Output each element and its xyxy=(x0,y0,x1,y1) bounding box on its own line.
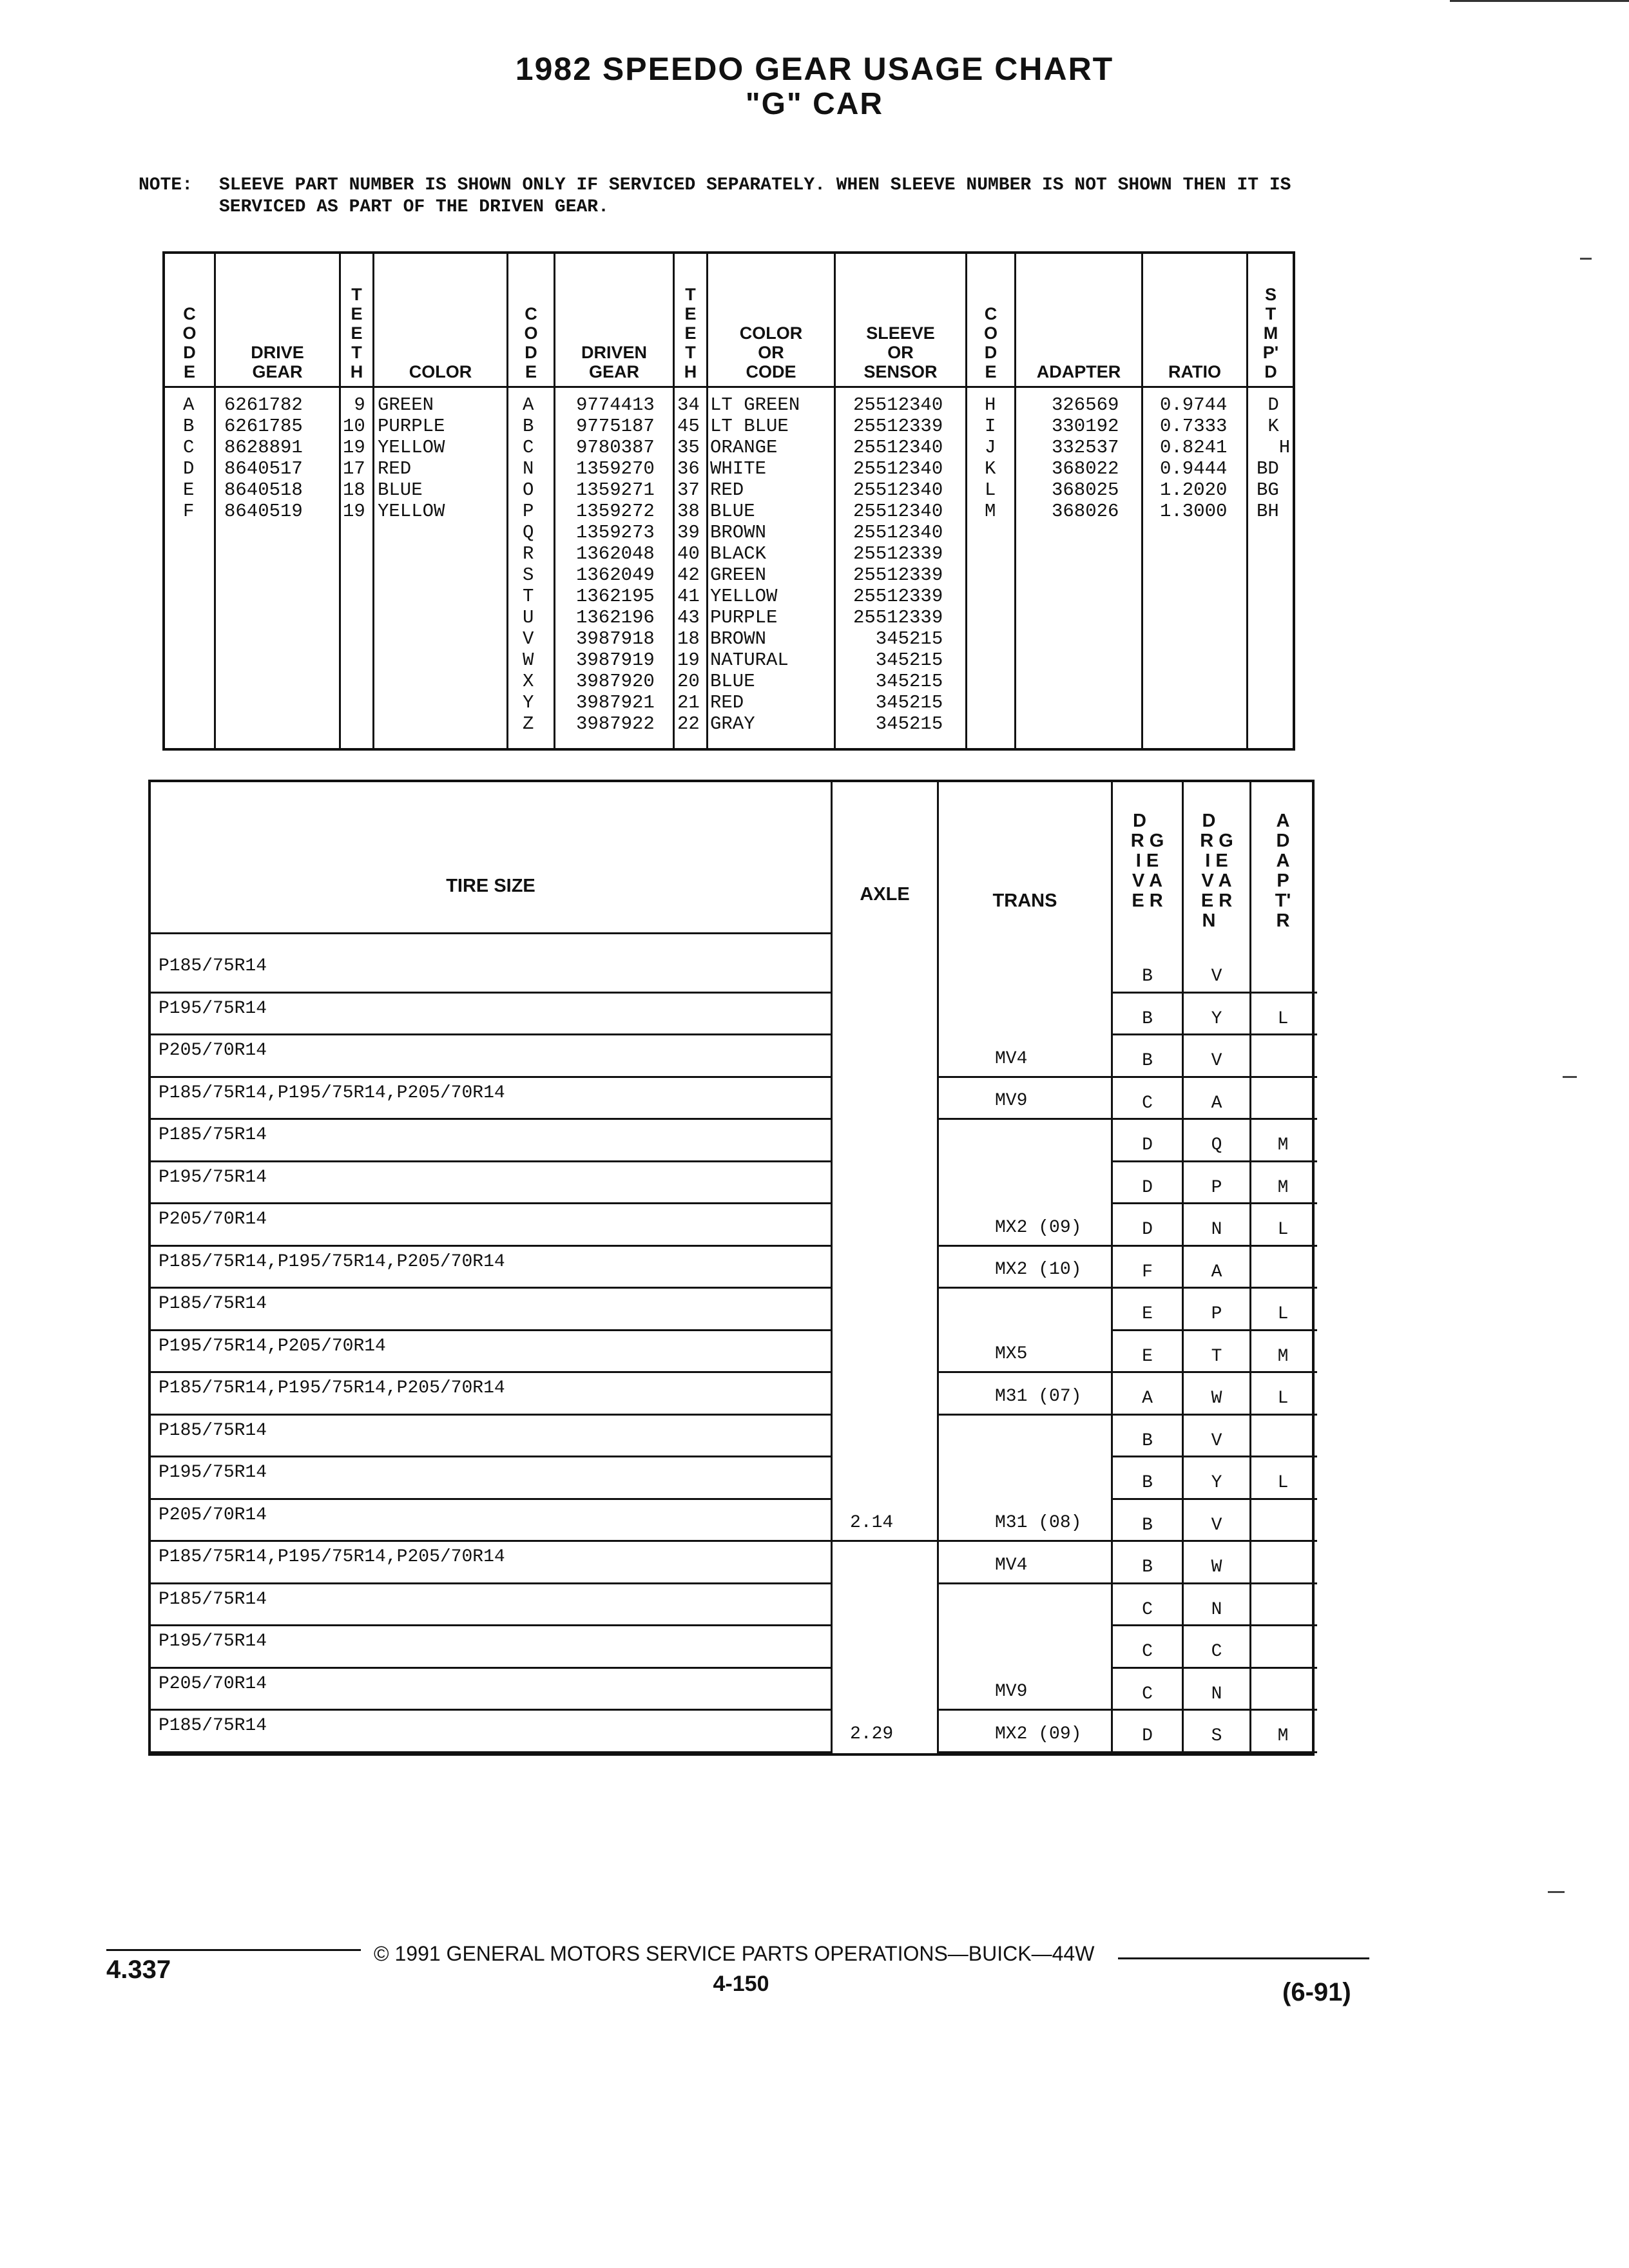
footer-copyright: © 1991 GENERAL MOTORS SERVICE PARTS OPERATIONS—BUICK—44W xyxy=(374,1942,1095,1965)
header-code: C O D E xyxy=(182,304,197,381)
sleeve-column: 25512340 25512339 25512340 25512340 25512340 25512340 25512340 25512339 25512339 25512339 25512339 345215 345215 345215 345215 345215 xyxy=(853,394,943,735)
stamped-column: D K H BD BG BH xyxy=(1257,394,1291,522)
trans-cell: MX2 (10) xyxy=(995,1260,1082,1280)
row-divider xyxy=(151,1245,831,1247)
tire-size-cell: P195/75R14 xyxy=(159,998,267,1019)
tire-size-cell: P185/75R14 xyxy=(159,1294,267,1314)
adapter-cell: L xyxy=(1277,1389,1289,1408)
page-title: 1982 SPEEDO GEAR USAGE CHART xyxy=(515,51,1114,87)
driven-teeth-column: 34 45 35 36 37 38 39 40 42 41 43 18 19 20 21 22 xyxy=(677,394,700,735)
row-divider xyxy=(1111,1033,1317,1035)
row-divider xyxy=(1111,1540,1317,1542)
margin-tick xyxy=(1548,1891,1565,1893)
driven-gear-cell: Y xyxy=(1211,1473,1222,1493)
header-stamped: S T M P' D xyxy=(1262,285,1279,381)
trans-cell: MX2 (09) xyxy=(995,1217,1082,1238)
trans-divider xyxy=(937,1371,1112,1373)
gear-reference-table xyxy=(162,251,1295,751)
row-divider xyxy=(1111,1709,1317,1711)
row-divider xyxy=(151,1287,831,1289)
drive-gear-cell: A xyxy=(1142,1389,1153,1408)
drive-gear-cell: B xyxy=(1142,1051,1153,1071)
trans-divider xyxy=(937,1287,1112,1289)
tire-size-cell: P185/75R14 xyxy=(159,1589,267,1610)
tire-size-cell: P195/75R14 xyxy=(159,1631,267,1651)
trans-divider xyxy=(937,1414,1112,1416)
drive-color-column: GREEN PURPLE YELLOW RED BLUE YELLOW xyxy=(378,394,445,522)
drive-gear-cell: C xyxy=(1142,1093,1153,1113)
driven-gear-cell: P xyxy=(1211,1177,1222,1198)
row-divider xyxy=(1111,1582,1317,1584)
tire-size-cell: P195/75R14 xyxy=(159,1463,267,1483)
driven-gear-cell: N xyxy=(1211,1220,1222,1240)
tire-size-cell: P195/75R14 xyxy=(159,1167,267,1187)
driven-gear-cell: V xyxy=(1211,1515,1222,1535)
drive-gear-cell: D xyxy=(1142,1726,1153,1746)
trans-divider xyxy=(937,1118,1112,1120)
driven-gear-cell: S xyxy=(1211,1726,1222,1746)
driven-gear-cell: W xyxy=(1211,1557,1222,1577)
row-divider xyxy=(151,1456,831,1457)
header-adapter-label: ADAPTER xyxy=(1036,362,1121,381)
trans-cell: MX2 (09) xyxy=(995,1724,1082,1744)
footer-page-number: 4-150 xyxy=(713,1972,769,1996)
drive-teeth-column: 9 10 19 17 18 19 xyxy=(343,394,365,522)
top-edge-line xyxy=(1450,0,1629,2)
trans-cell: M31 (07) xyxy=(995,1386,1082,1407)
row-divider xyxy=(151,1582,831,1584)
adapter-cell: L xyxy=(1277,1304,1289,1324)
trans-divider xyxy=(937,1709,1112,1711)
drive-gear-cell: B xyxy=(1142,966,1153,986)
row-divider xyxy=(151,1498,831,1500)
header-adapter: A D A P T' R xyxy=(1275,811,1291,931)
tire-size-cell: P185/75R14,P195/75R14,P205/70R14 xyxy=(159,1378,505,1398)
header-ratio xyxy=(1143,259,1246,381)
margin-tick xyxy=(1580,258,1592,260)
row-divider xyxy=(151,992,831,994)
driven-gear-cell: N xyxy=(1211,1599,1222,1620)
row-divider xyxy=(151,1329,831,1331)
adapter-column: 326569 330192 332537 368022 368025 368026 xyxy=(1052,394,1119,522)
row-divider xyxy=(151,1118,831,1120)
adapter-cell: L xyxy=(1277,1008,1289,1029)
drive-gear-cell: E xyxy=(1142,1304,1153,1324)
row-divider xyxy=(151,1033,831,1035)
driven-gear-cell: P xyxy=(1211,1304,1222,1324)
drive-gear-cell: F xyxy=(1142,1262,1153,1282)
trans-divider xyxy=(937,1076,1112,1078)
tire-usage-table xyxy=(148,780,1315,1756)
header-color-label: COLOR xyxy=(409,362,472,381)
driven-code-column: A B C N O P Q R S T U V W X Y Z xyxy=(523,394,534,735)
driven-gear-column: 9774413 9775187 9780387 1359270 1359271 1359272 1359273 1362048 1362049 1362195 1362196 3987918 3987919 3987920 3987921 3987922 xyxy=(576,394,655,735)
row-divider xyxy=(1111,1498,1317,1500)
row-divider xyxy=(1111,1414,1317,1416)
adapter-cell: M xyxy=(1277,1177,1289,1198)
header-color xyxy=(374,259,506,381)
header-sleeve-or-sensor: SLEEVE OR SENSOR xyxy=(863,323,938,381)
trans-cell: MX5 xyxy=(995,1344,1028,1364)
page-subtitle: "G" CAR xyxy=(745,87,884,121)
tire-size-cell: P185/75R14 xyxy=(159,1125,267,1145)
row-divider xyxy=(1111,992,1317,994)
driven-gear-cell: V xyxy=(1211,966,1222,986)
row-divider xyxy=(151,1414,831,1416)
drive-gear-column: 6261782 6261785 8628891 8640517 8640518 8640519 xyxy=(224,394,303,522)
trans-divider xyxy=(937,1751,1112,1753)
margin-tick xyxy=(1563,1076,1577,1078)
row-divider xyxy=(1111,1118,1317,1120)
driven-gear-cell: Y xyxy=(1211,1008,1222,1029)
adapter-cell: L xyxy=(1277,1473,1289,1493)
row-divider xyxy=(1111,1624,1317,1626)
note-text-line2: SERVICED AS PART OF THE DRIVEN GEAR. xyxy=(219,197,609,217)
header-code: C O D E xyxy=(983,304,998,381)
row-divider xyxy=(151,1371,831,1373)
trans-cell: MV4 xyxy=(995,1048,1028,1069)
adapter-cell: M xyxy=(1277,1135,1289,1155)
footer-section-number: 4.337 xyxy=(106,1956,171,1984)
header-trans: TRANS xyxy=(992,890,1057,911)
drive-gear-cell: C xyxy=(1142,1642,1153,1662)
axle-cell: 2.14 xyxy=(850,1513,894,1533)
drive-gear-cell: E xyxy=(1142,1346,1153,1367)
note-text-line1: SLEEVE PART NUMBER IS SHOWN ONLY IF SERVICED SEPARATELY. WHEN SLEEVE NUMBER IS NOT SHOWN THEN IT IS xyxy=(219,175,1291,195)
driven-gear-cell: N xyxy=(1211,1684,1222,1704)
trans-cell: M31 (08) xyxy=(995,1513,1082,1533)
row-divider xyxy=(151,1624,831,1626)
driven-gear-cell: W xyxy=(1211,1389,1222,1408)
row-divider xyxy=(1111,1371,1317,1373)
tire-size-cell: P195/75R14,P205/70R14 xyxy=(159,1336,386,1356)
header-teeth: T E E T H xyxy=(684,285,697,381)
footer-rule xyxy=(106,1949,361,1951)
row-divider xyxy=(1111,1329,1317,1331)
drive-gear-cell: B xyxy=(1142,1515,1153,1535)
driven-gear-cell: C xyxy=(1211,1642,1222,1662)
header-color-or-code: COLOR OR CODE xyxy=(739,323,803,381)
drive-gear-cell: B xyxy=(1142,1430,1153,1451)
adapter-cell: M xyxy=(1277,1346,1289,1367)
drive-gear-cell: D xyxy=(1142,1135,1153,1155)
axle-divider xyxy=(831,1540,939,1542)
tire-size-cell: P205/70R14 xyxy=(159,1673,267,1694)
row-divider xyxy=(151,1160,831,1162)
footer-rule xyxy=(1118,1957,1369,1959)
row-divider xyxy=(151,1709,831,1711)
driven-color-column: LT GREEN LT BLUE ORANGE WHITE RED BLUE BROWN BLACK GREEN YELLOW PURPLE BROWN NATURAL BLUE RED GRAY xyxy=(710,394,800,735)
trans-cell: MV4 xyxy=(995,1555,1028,1575)
ratio-column: 0.9744 0.7333 0.8241 0.9444 1.2020 1.3000 xyxy=(1160,394,1228,522)
driven-gear-cell: T xyxy=(1211,1346,1222,1367)
header-driven-gear: D R G I E V A E R N xyxy=(1200,811,1233,931)
tire-size-cell: P185/75R14,P195/75R14,P205/70R14 xyxy=(159,1251,505,1272)
row-divider xyxy=(1111,1245,1317,1247)
trans-cell: MV9 xyxy=(995,1682,1028,1702)
row-divider xyxy=(151,1667,831,1669)
row-divider xyxy=(1111,1751,1317,1753)
header-ratio-label: RATIO xyxy=(1168,362,1221,381)
header-code: C O D E xyxy=(524,304,538,381)
adapter-cell: L xyxy=(1277,1220,1289,1240)
tire-size-cell: P205/70R14 xyxy=(159,1504,267,1525)
tire-size-cell: P205/70R14 xyxy=(159,1041,267,1061)
row-divider xyxy=(151,1202,831,1204)
tire-size-cell: P185/75R14 xyxy=(159,1420,267,1441)
note-label: NOTE: xyxy=(139,175,193,195)
row-divider xyxy=(1111,1456,1317,1457)
header-axle: AXLE xyxy=(860,884,910,905)
tire-size-cell: P185/75R14 xyxy=(159,956,267,976)
drive-gear-cell: B xyxy=(1142,1008,1153,1029)
header-drive-gear: DRIVE GEAR xyxy=(251,343,304,381)
row-divider xyxy=(1111,1076,1317,1078)
driven-gear-cell: V xyxy=(1211,1051,1222,1071)
driven-gear-cell: A xyxy=(1211,1093,1222,1113)
row-divider xyxy=(151,1751,831,1753)
footer-date-code: (6-91) xyxy=(1282,1978,1351,2006)
header-drive-gear: D R G I E V A E R xyxy=(1130,811,1164,911)
trans-cell: MV9 xyxy=(995,1091,1028,1111)
drive-gear-cell: B xyxy=(1142,1473,1153,1493)
drive-gear-cell: D xyxy=(1142,1220,1153,1240)
row-divider xyxy=(1111,1287,1317,1289)
drive-gear-cell: C xyxy=(1142,1684,1153,1704)
adapter-code-column: H I J K L M xyxy=(985,394,996,522)
driven-gear-cell: Q xyxy=(1211,1135,1222,1155)
drive-gear-cell: B xyxy=(1142,1557,1153,1577)
row-divider xyxy=(151,1076,831,1078)
header-teeth: T E E T H xyxy=(350,285,363,381)
row-divider xyxy=(1111,1160,1317,1162)
axle-cell: 2.29 xyxy=(850,1724,894,1744)
header-driven-gear: DRIVEN GEAR xyxy=(581,343,647,381)
trans-divider xyxy=(937,1245,1112,1247)
tire-size-cell: P185/75R14,P195/75R14,P205/70R14 xyxy=(159,1082,505,1103)
row-divider xyxy=(1111,1667,1317,1669)
driven-gear-cell: A xyxy=(1211,1262,1222,1282)
drive-gear-cell: C xyxy=(1142,1599,1153,1620)
header-tire-size: TIRE SIZE xyxy=(446,876,535,896)
trans-divider xyxy=(937,1540,1112,1542)
tire-size-cell: P185/75R14 xyxy=(159,1716,267,1736)
tire-size-cell: P185/75R14,P195/75R14,P205/70R14 xyxy=(159,1547,505,1567)
drive-code-column: A B C D E F xyxy=(183,394,195,522)
drive-gear-cell: D xyxy=(1142,1177,1153,1198)
adapter-cell: M xyxy=(1277,1726,1289,1746)
tire-size-cell: P205/70R14 xyxy=(159,1209,267,1229)
driven-gear-cell: V xyxy=(1211,1430,1222,1451)
row-divider xyxy=(151,1540,831,1542)
row-divider xyxy=(1111,1202,1317,1204)
trans-divider xyxy=(937,1582,1112,1584)
header-adapter xyxy=(1016,259,1141,381)
